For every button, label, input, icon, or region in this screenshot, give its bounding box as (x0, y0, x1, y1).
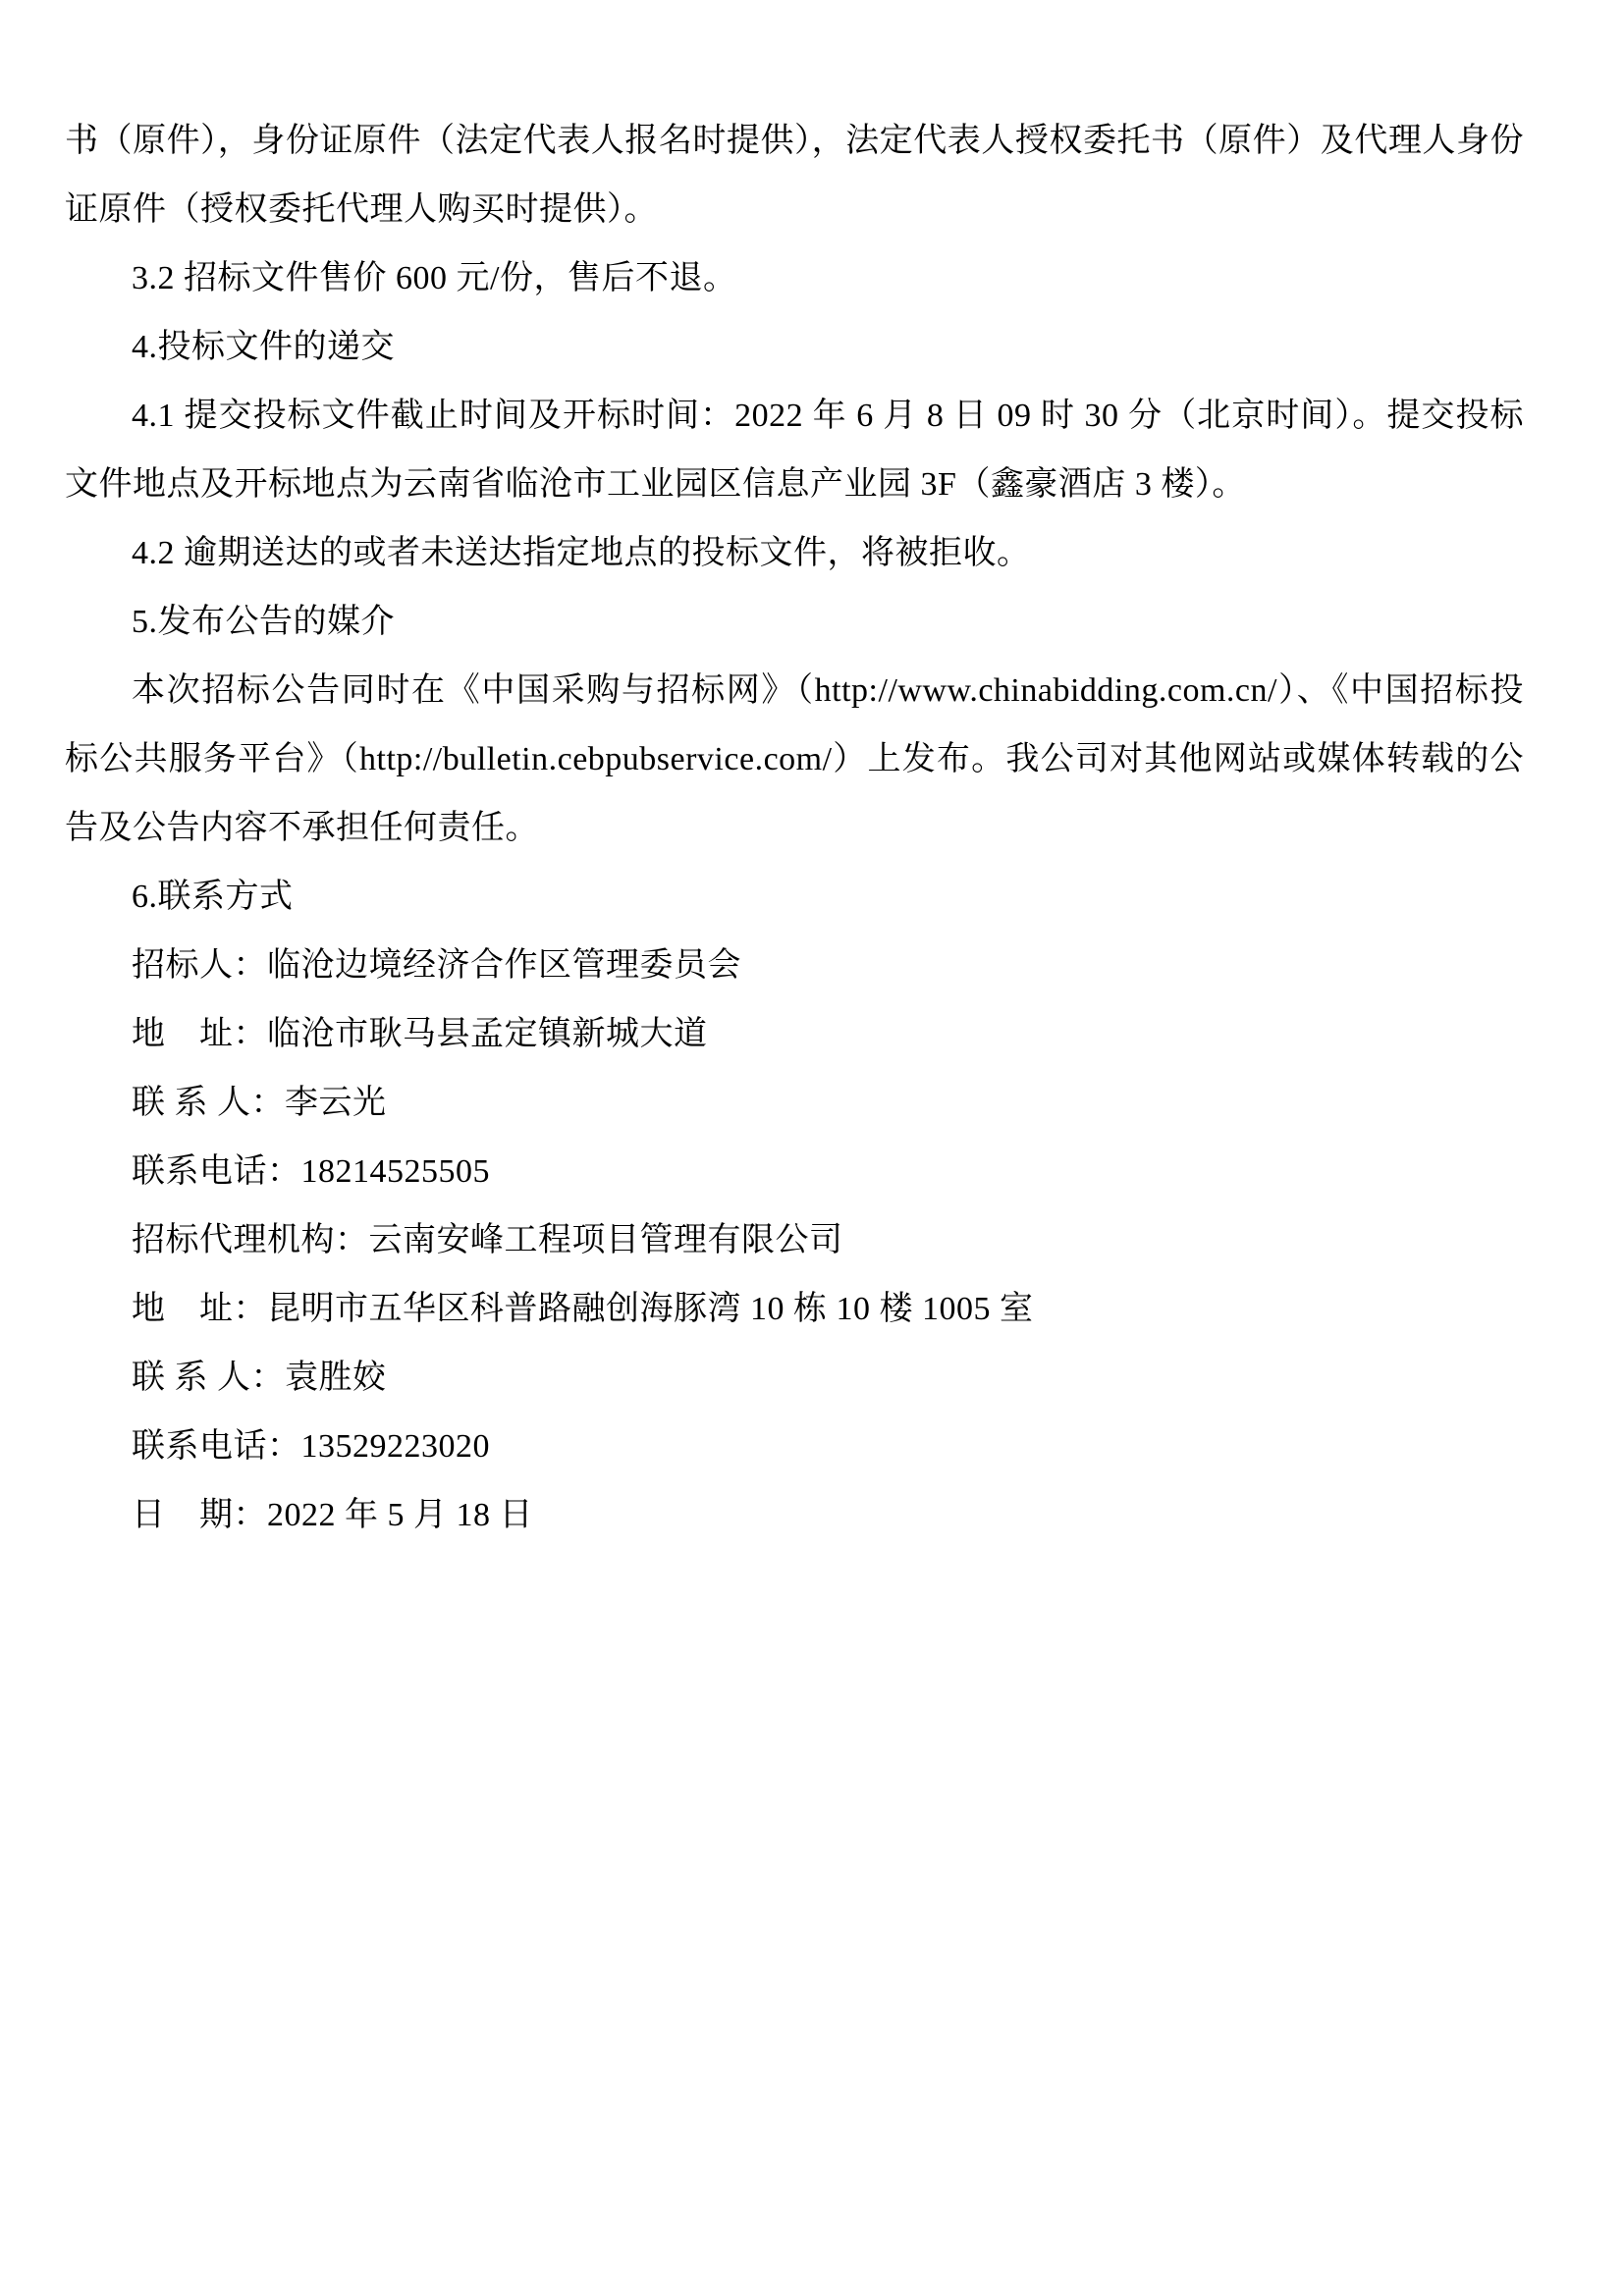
paragraph: 5.发布公告的媒介 (132, 604, 395, 640)
paragraph: 联 系 人：李云光 (132, 1085, 387, 1121)
document-body (65, 107, 1524, 1550)
paragraph: 联 系 人：袁胜姣 (132, 1360, 387, 1396)
paragraph: 4.投标文件的递交 (132, 329, 395, 365)
paragraph: 招标人：临沧边境经济合作区管理委员会 (132, 947, 741, 984)
paragraph: 4.1 提交投标文件截止时间及开标时间：2022 年 6 月 8 日 09 时 30 分（北京时间）。提交投标文件地点及开标地点为云南省临沧市工业园区信息产业园 3F（鑫豪酒店 3 楼）。 (65, 398, 1524, 503)
paragraph: 联系电话：18214525505 (132, 1153, 490, 1190)
paragraph: 日 期：2022 年 5 月 18 日 (132, 1497, 533, 1533)
paragraph: 6.联系方式 (132, 879, 294, 915)
paragraph: 招标代理机构：云南安峰工程项目管理有限公司 (132, 1222, 843, 1258)
paragraph: 联系电话：13529223020 (132, 1428, 490, 1465)
paragraph: 地 址：临沧市耿马县孟定镇新城大道 (132, 1016, 708, 1052)
paragraph: 4.2 逾期送达的或者未送达指定地点的投标文件，将被拒收。 (132, 535, 1031, 571)
paragraph: 3.2 招标文件售价 600 元/份，售后不退。 (132, 260, 737, 296)
paragraph: 书（原件），身份证原件（法定代表人报名时提供），法定代表人授权委托书（原件）及代理人身份证原件（授权委托代理人购买时提供）。 (65, 123, 1524, 228)
paragraph: 本次招标公告同时在《中国采购与招标网》（http://www.chinabidding.com.cn/）、《中国招标投标公共服务平台》（http://bulletin.cebpubservice.com/）上发布。我公司对其他网站或媒体转载的公告及公告内容不承担任何责任。 (65, 672, 1524, 846)
paragraph: 地 址：昆明市五华区科普路融创海豚湾 10 栋 10 楼 1005 室 (132, 1291, 1034, 1327)
